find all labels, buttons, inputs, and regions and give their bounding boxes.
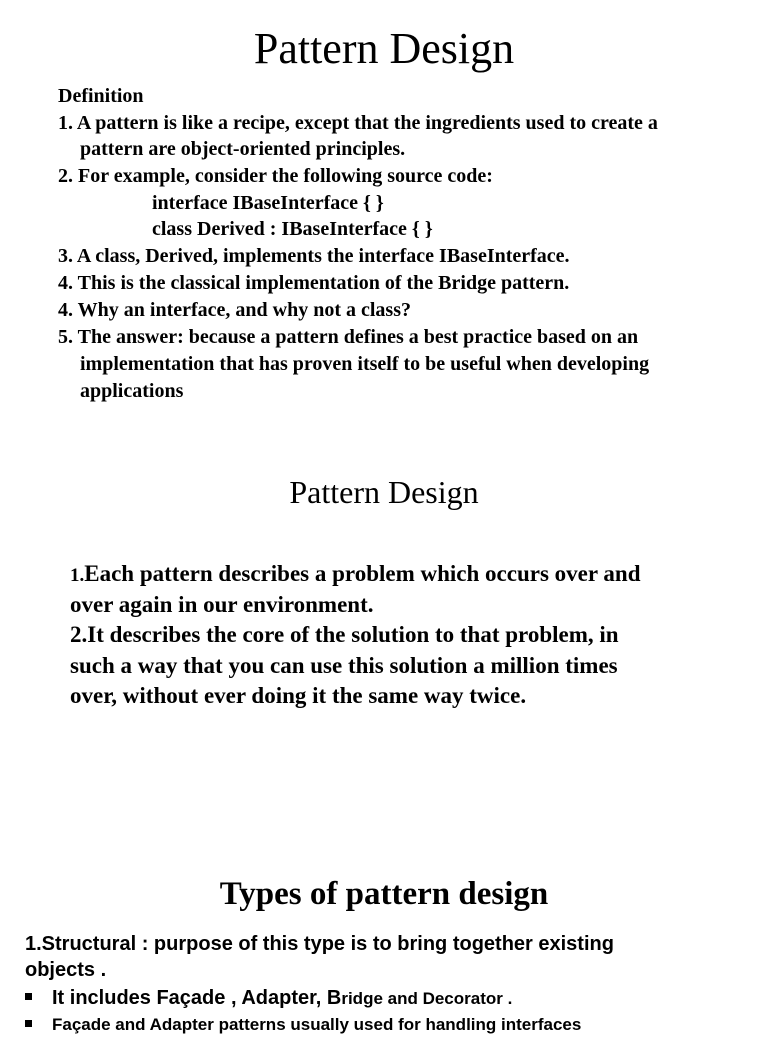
bullet-item-facade-adapter: [25, 1012, 581, 1038]
slide1-item2: 2. For example, consider the following source code:: [58, 165, 493, 187]
code-line-interface: interface IBaseInterface { }: [152, 192, 384, 214]
slide3-item1-line1: 1.Structural : purpose of this type is to bring together existing: [25, 933, 614, 955]
slide1-item1-line1: 1. A pattern is like a recipe, except that the ingredients used to create a: [58, 112, 658, 134]
slide2-title: Pattern Design: [289, 474, 479, 510]
slide2-item2-line3: over, without ever doing it the same way twice.: [70, 683, 527, 708]
slide1-item4a: 4. This is the classical implementation of the Bridge pattern.: [58, 272, 570, 294]
slide1-item5-line3: applications: [80, 380, 184, 402]
slide2-item1-line2: over again in our environment.: [70, 592, 374, 617]
definition-label: Definition: [58, 85, 144, 107]
slide3-title: Types of pattern design: [219, 876, 549, 912]
slide1-item5-line2: implementation that has proven itself to be useful when developing: [80, 353, 650, 375]
slide1-title: Pattern Design: [253, 24, 515, 73]
slide2-item1-line1: [70, 559, 641, 591]
square-bullet-icon: [25, 993, 32, 1000]
slide2-item1-number: 1.: [70, 565, 85, 586]
bullet1-small-text: ridge and Decorator .: [341, 989, 513, 1008]
slide1-item4b: 4. Why an interface, and why not a class?: [58, 299, 411, 321]
slide2-item2-line2: such a way that you can use this solution a million times: [70, 653, 618, 678]
slide2-item2-line1: 2.It describes the core of the solution to that problem, in: [70, 622, 619, 647]
bullet1-main-text: It includes Façade , Adapter, B: [52, 987, 342, 1009]
bullet-item-includes: [25, 985, 512, 1012]
slide1-item1-line2: pattern are object-oriented principles.: [80, 138, 406, 160]
bullet2-text: Façade and Adapter patterns usually used for handling interfaces: [52, 1015, 582, 1034]
slide1-item5-line1: 5. The answer: because a pattern defines a best practice based on an: [58, 326, 639, 348]
code-line-class: class Derived : IBaseInterface { }: [152, 218, 433, 240]
slide3-item1-line2: objects .: [25, 959, 107, 981]
slide2-item1-text: Each pattern describes a problem which occurs over and: [84, 561, 641, 586]
slide1-item3: 3. A class, Derived, implements the interface IBaseInterface.: [58, 245, 570, 267]
